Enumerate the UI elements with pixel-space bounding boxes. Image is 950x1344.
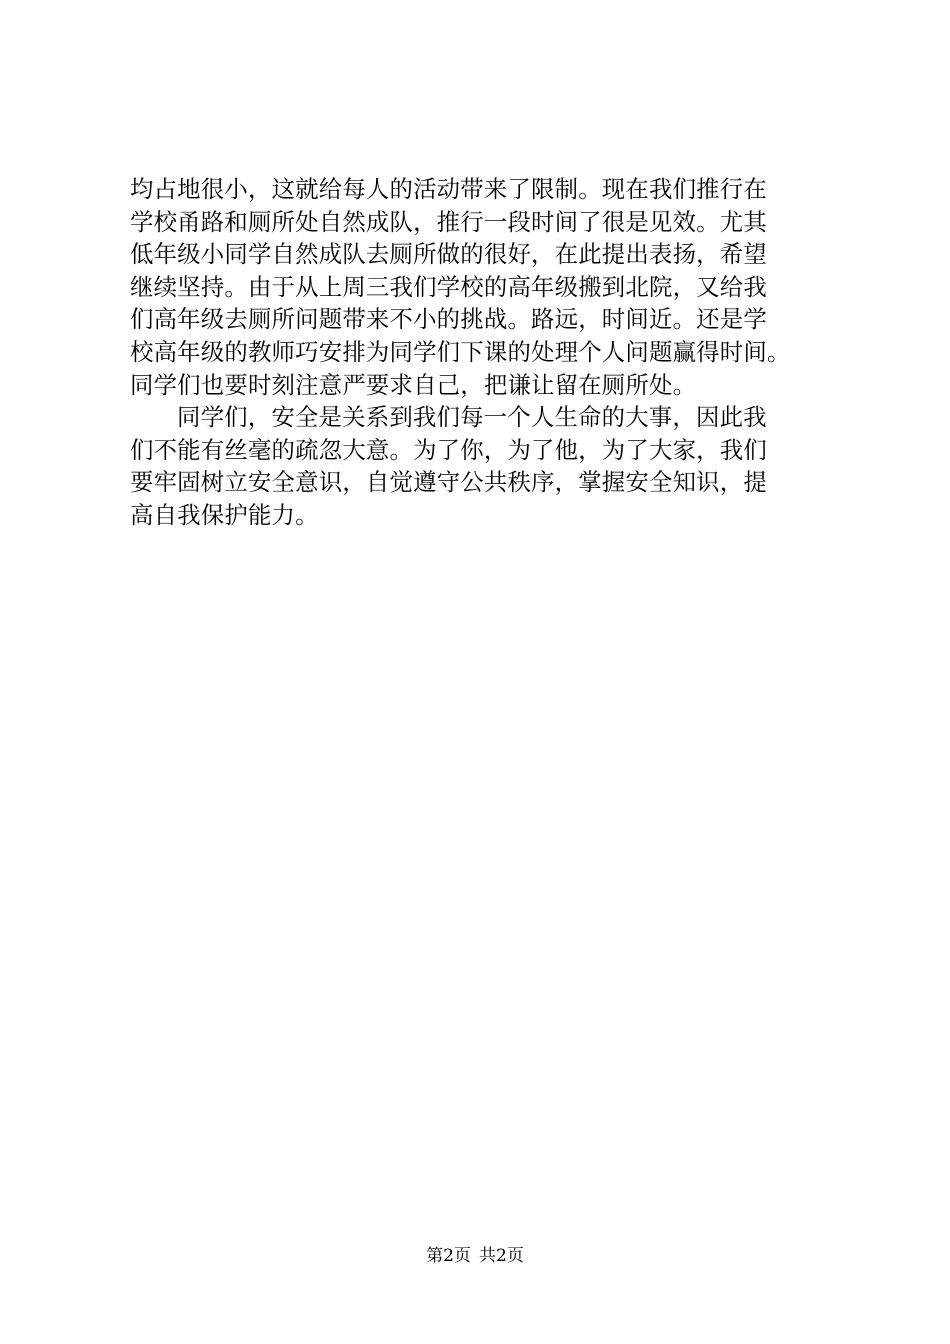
paragraph-line: 要牢固树立安全意识，自觉遵守公共秩序，掌握安全知识，提 [130, 468, 767, 497]
document-body [130, 173, 850, 532]
paragraph-line: 同学们，安全是关系到我们每一个人生命的大事，因此我 [177, 403, 767, 432]
paragraph-line: 们不能有丝毫的疏忽大意。为了你，为了他，为了大家，我们 [130, 435, 767, 464]
paragraph-line: 同学们也要时刻注意严要求自己，把谦让留在厕所处。 [130, 370, 697, 399]
paragraph-line: 高自我保护能力。 [130, 500, 319, 529]
page-number-current: 第2页 [426, 1246, 471, 1266]
paragraph-line: 校高年级的教师巧安排为同学们下课的处理个人问题赢得时间。 [130, 337, 791, 366]
paragraph-line: 继续坚持。由于从上周三我们学校的高年级搬到北院，又给我 [130, 272, 767, 301]
paragraph-line: 均占地很小，这就给每人的活动带来了限制。现在我们推行在 [130, 175, 767, 203]
paragraph-line: 们高年级去厕所问题带来不小的挑战。路远，时间近。还是学 [130, 305, 767, 334]
paragraph-line: 低年级小同学自然成队去厕所做的很好，在此提出表扬，希望 [130, 240, 767, 269]
page-number-total: 共2页 [479, 1246, 524, 1266]
page-footer [0, 1244, 950, 1268]
paragraph-line: 学校甬路和厕所处自然成队，推行一段时间了很是见效。尤其 [130, 207, 767, 236]
